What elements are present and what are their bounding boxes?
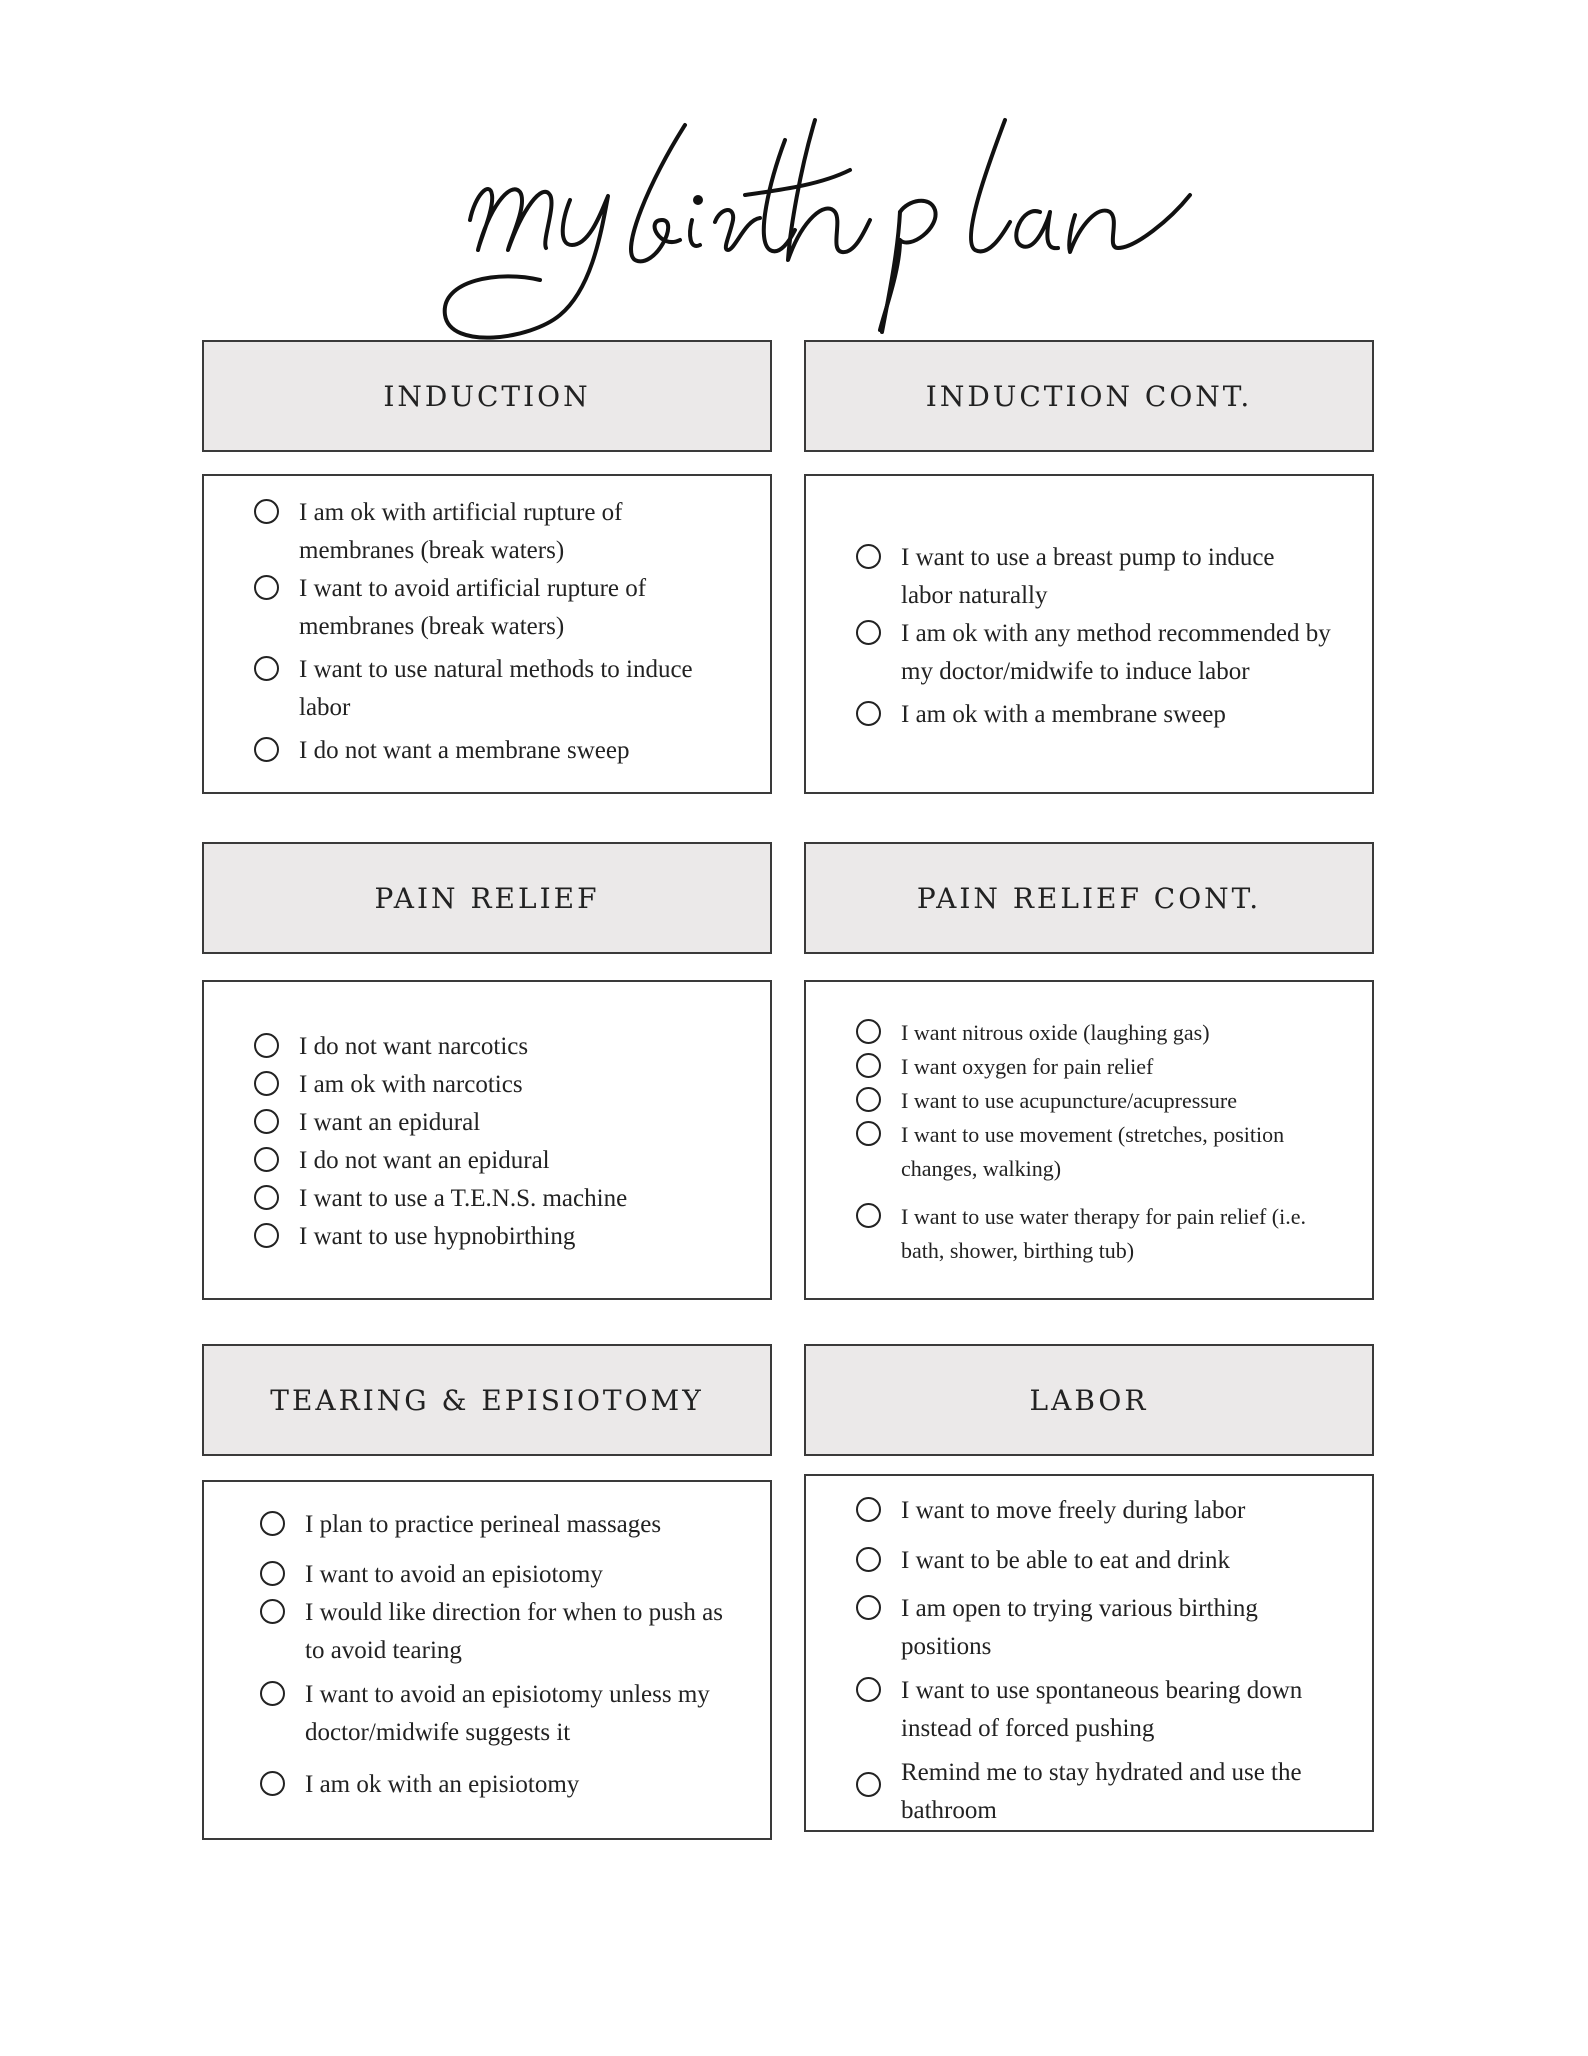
title-script-lettering [430,100,1210,360]
checklist-item[interactable]: I want to use hypnobirthing [254,1218,730,1256]
section-header-tearing [202,1344,772,1456]
pain-relief-cont-options [804,980,1374,1300]
checklist-item[interactable]: I want to avoid an episiotomy unless my doctor/midwife suggests it [260,1676,730,1752]
radio-circle-icon[interactable] [856,1595,881,1620]
pain-relief-options [202,980,772,1300]
section-title: PAIN RELIEF [374,881,600,915]
induction-options [202,474,772,794]
radio-circle-icon[interactable] [856,1497,881,1522]
checklist-item[interactable]: I want to use natural methods to induce labor [254,651,730,727]
checklist-item[interactable]: I want to be able to eat and drink [856,1542,1332,1580]
section-title: TEARING & EPISIOTOMY [270,1383,704,1417]
checklist-item[interactable]: I want an epidural [254,1104,730,1142]
radio-circle-icon[interactable] [856,1087,881,1112]
radio-circle-icon[interactable] [856,1121,881,1146]
checklist-item[interactable]: I do not want narcotics [254,1028,730,1066]
checklist-item[interactable]: I am ok with narcotics [254,1066,730,1104]
radio-circle-icon[interactable] [260,1561,285,1586]
section-title: INDUCTION CONT. [925,379,1253,413]
section-header-induction [202,340,772,452]
section-title: INDUCTION [383,379,591,413]
radio-circle-icon[interactable] [260,1771,285,1796]
induction-cont-options [804,474,1374,794]
checklist-item[interactable]: I plan to practice perineal massages [260,1506,730,1544]
checklist-item[interactable]: I want oxygen for pain relief [856,1050,1332,1084]
section-header-pain-relief-cont [804,842,1374,954]
radio-circle-icon[interactable] [260,1599,285,1624]
radio-circle-icon[interactable] [254,1223,279,1248]
checklist-item[interactable]: I want to move freely during labor [856,1492,1332,1530]
radio-circle-icon[interactable] [856,620,881,645]
checklist-item[interactable]: I am ok with an episiotomy [260,1766,730,1804]
checklist-item[interactable]: I want to avoid an episiotomy [260,1556,730,1594]
radio-circle-icon[interactable] [254,737,279,762]
checklist-item[interactable]: I am ok with any method recommended by my doctor/midwife to induce labor [856,615,1332,691]
radio-circle-icon[interactable] [254,575,279,600]
checklist-item[interactable]: I am ok with artificial rupture of membranes (break waters) [254,494,730,570]
labor-options [804,1474,1374,1832]
checklist-item[interactable]: I do not want an epidural [254,1142,730,1180]
radio-circle-icon[interactable] [856,544,881,569]
radio-circle-icon[interactable] [856,1053,881,1078]
section-title: PAIN RELIEF CONT. [916,881,1262,915]
radio-circle-icon[interactable] [254,499,279,524]
checklist-item[interactable]: I am open to trying various birthing positions [856,1590,1332,1666]
section-title: LABOR [1029,1383,1149,1417]
radio-circle-icon[interactable] [856,1203,881,1228]
section-header-pain-relief [202,842,772,954]
radio-circle-icon[interactable] [856,1547,881,1572]
radio-circle-icon[interactable] [254,1185,279,1210]
checklist-item[interactable]: I want to use spontaneous bearing down instead of forced pushing [856,1672,1332,1748]
checklist-item[interactable]: I want to avoid artificial rupture of membranes (break waters) [254,570,730,646]
radio-circle-icon[interactable] [254,1033,279,1058]
section-header-labor [804,1344,1374,1456]
radio-circle-icon[interactable] [856,701,881,726]
checklist-item[interactable]: I do not want a membrane sweep [254,732,730,770]
radio-circle-icon[interactable] [260,1681,285,1706]
checklist-item[interactable]: I am ok with a membrane sweep [856,696,1332,734]
checklist-item[interactable]: I want to use movement (stretches, position changes, walking) [856,1118,1332,1186]
section-header-induction-cont [804,340,1374,452]
checklist-item[interactable]: I want nitrous oxide (laughing gas) [856,1016,1332,1050]
radio-circle-icon[interactable] [856,1019,881,1044]
checklist-item[interactable]: Remind me to stay hydrated and use the bathroom [856,1754,1332,1830]
radio-circle-icon[interactable] [856,1677,881,1702]
radio-circle-icon[interactable] [254,1147,279,1172]
tearing-options [202,1480,772,1840]
checklist-item[interactable]: I want to use a breast pump to induce labor naturally [856,539,1332,615]
radio-circle-icon[interactable] [254,1109,279,1134]
radio-circle-icon[interactable] [856,1772,881,1797]
page-title [0,70,1588,370]
radio-circle-icon[interactable] [254,656,279,681]
radio-circle-icon[interactable] [260,1511,285,1536]
checklist-item[interactable]: I want to use a T.E.N.S. machine [254,1180,730,1218]
checklist-item[interactable]: I want to use acupuncture/acupressure [856,1084,1332,1118]
checklist-item[interactable]: I want to use water therapy for pain relief (i.e. bath, shower, birthing tub) [856,1200,1332,1268]
checklist-item[interactable]: I would like direction for when to push as to avoid tearing [260,1594,730,1670]
radio-circle-icon[interactable] [254,1071,279,1096]
